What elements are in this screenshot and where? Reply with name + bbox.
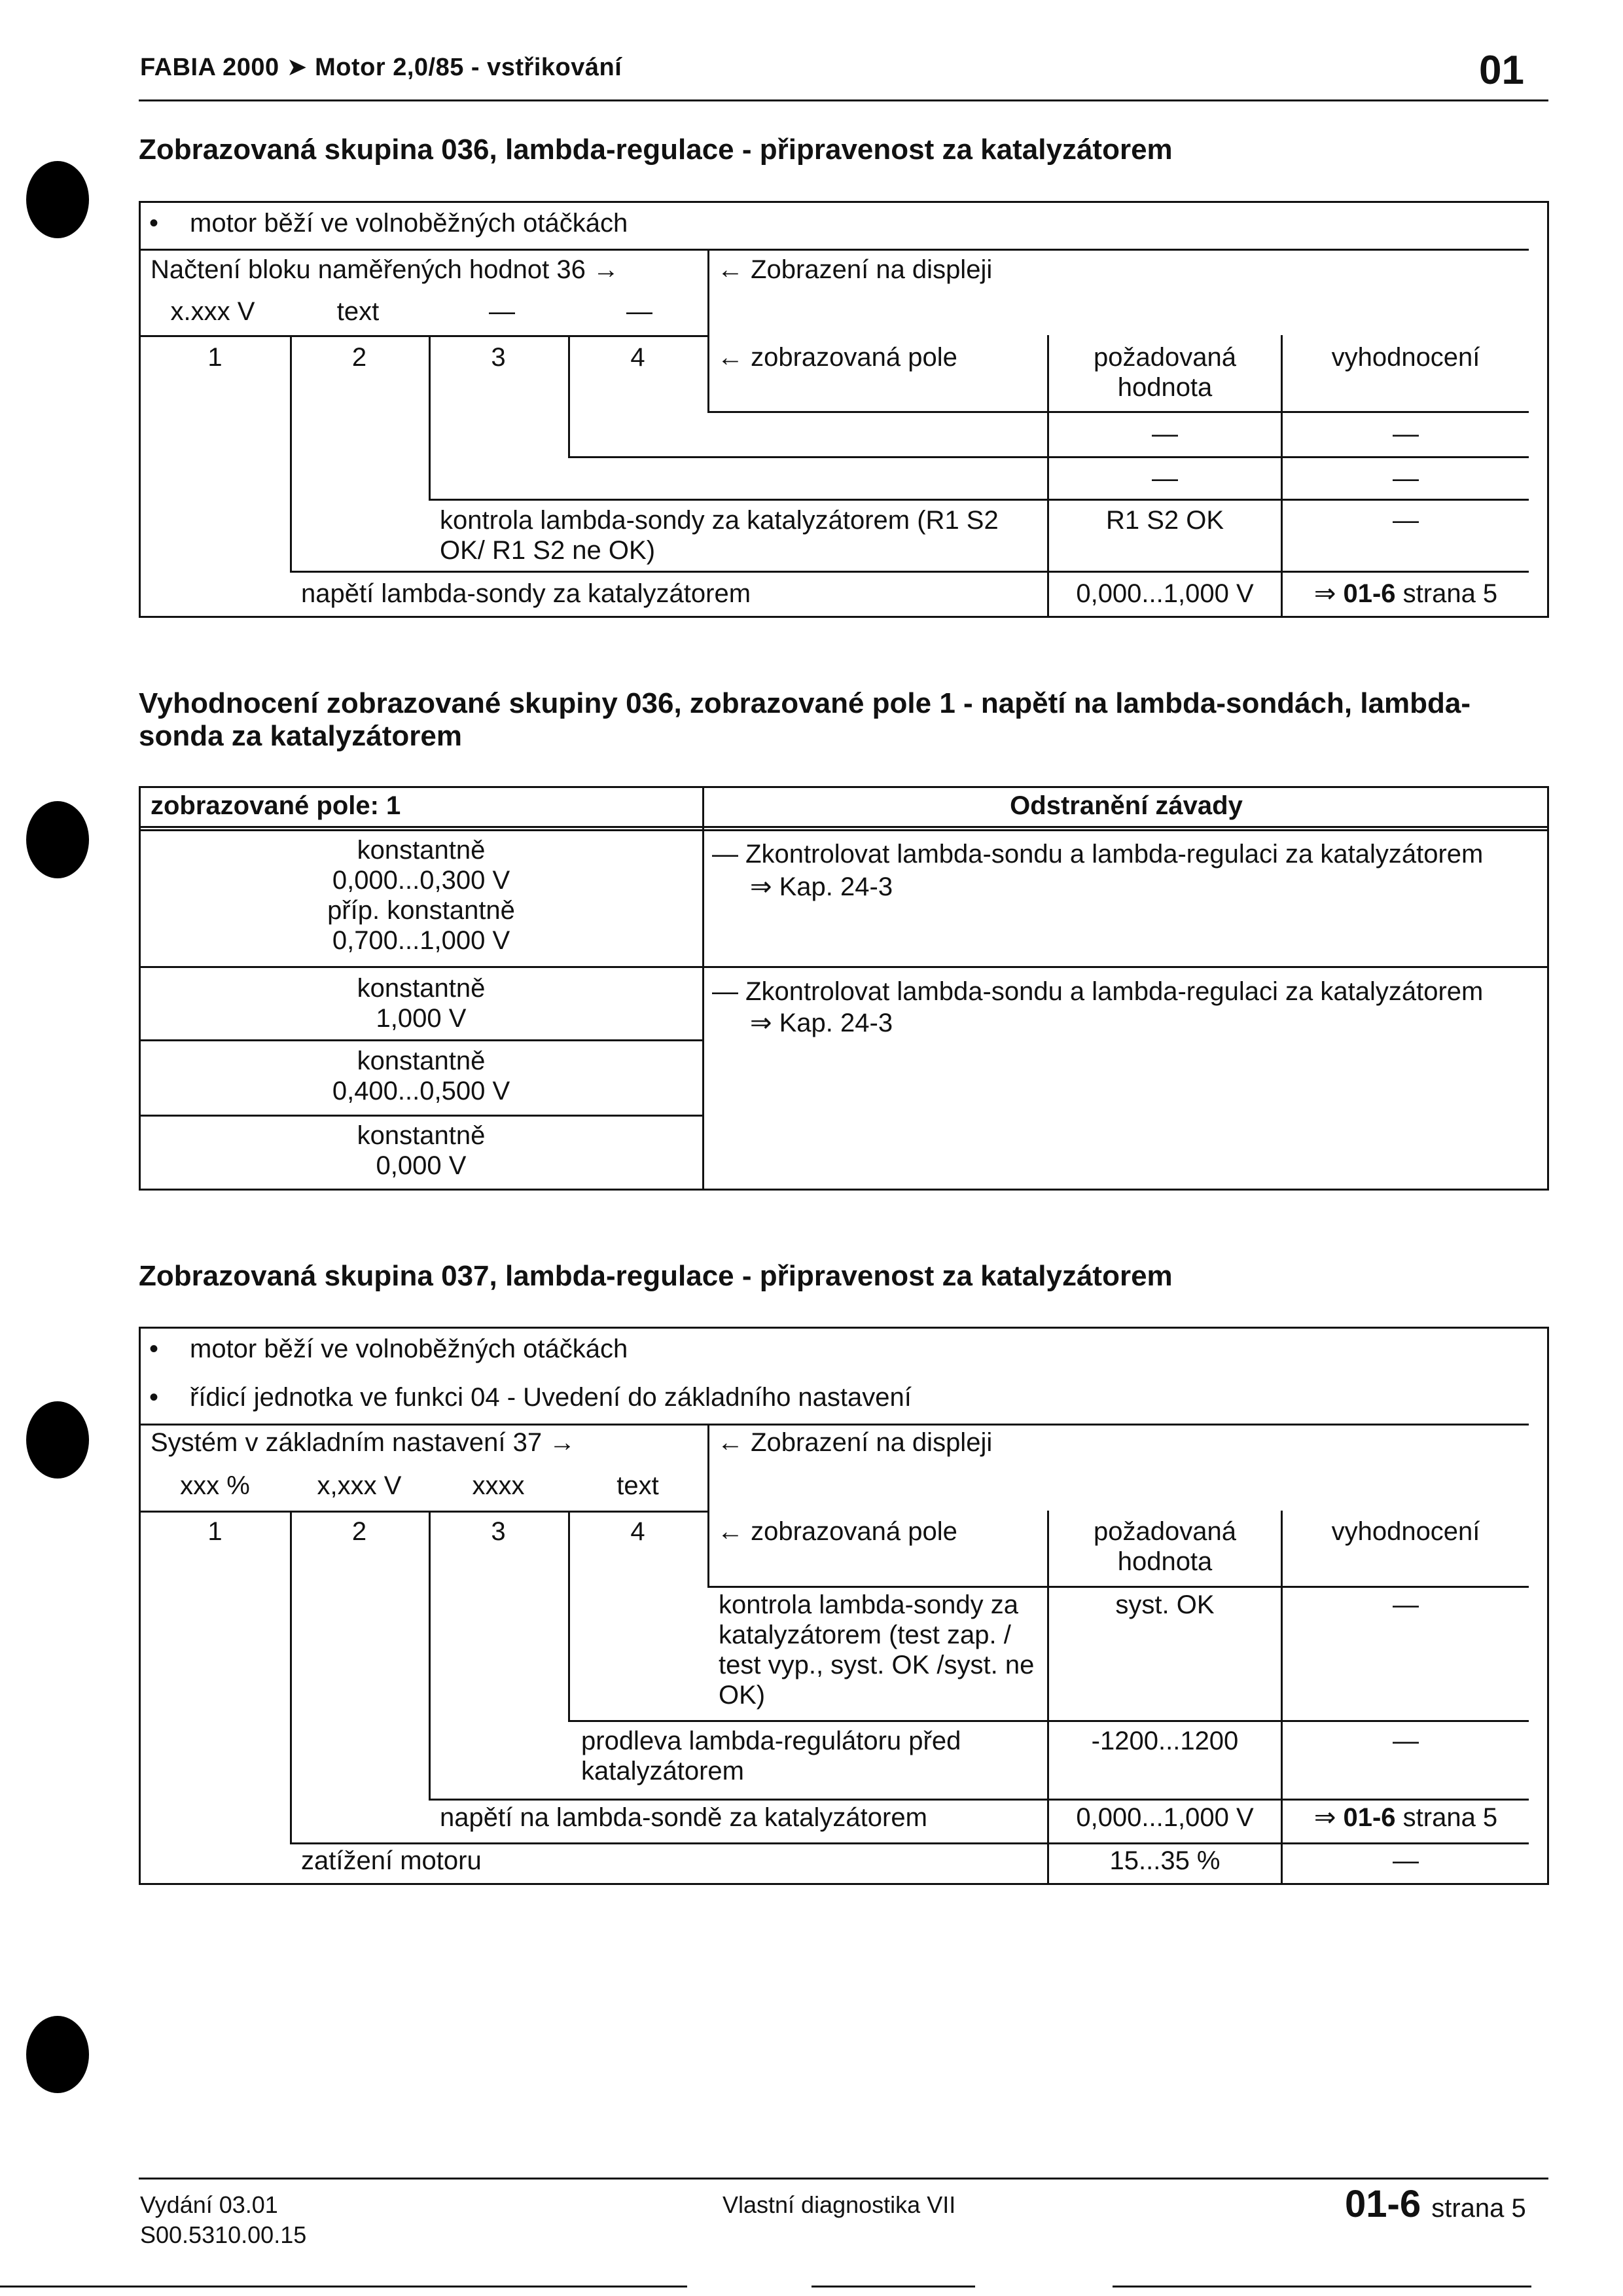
field-number-2: 2 <box>351 1517 367 1546</box>
fields-label: ← zobrazovaná pole <box>717 343 957 372</box>
footer-page-label: strana 5 <box>1431 2194 1526 2223</box>
section-number: 01 <box>1479 48 1524 93</box>
row-required: — <box>1152 464 1178 493</box>
footer-page-ref: 01-6 <box>1345 2183 1421 2225</box>
eval-cell: konstantně 0,000 V <box>357 1121 486 1180</box>
row-label: kontrola lambda-sondy za katalyzátorem (R1 S2 OK/ R1 S2 ne OK) <box>440 506 999 565</box>
field-top-2: text <box>336 297 380 326</box>
group036-heading: Zobrazovaná skupina 036, lambda-regulace - připravenost za katalyzátorem <box>139 134 1173 166</box>
field-top-2: x,xxx V <box>317 1471 402 1500</box>
row-eval-ref <box>1283 579 1529 609</box>
row-label: kontrola lambda-sondy za katalyzátorem (test zap. / test vyp., syst. OK /syst. ne OK) <box>719 1590 1035 1710</box>
punch-hole <box>26 801 89 878</box>
row-required: syst. OK <box>1115 1590 1215 1619</box>
fields-label: ← zobrazovaná pole <box>717 1517 957 1546</box>
fix-ref: ⇒ Kap. 24-3 <box>750 1009 893 1037</box>
display-label: ← Zobrazení na displeji <box>717 1428 993 1457</box>
condition-bullet: • <box>149 1335 159 1363</box>
row-required: 15...35 % <box>1109 1846 1221 1875</box>
row-label: zatížení motoru <box>301 1846 482 1875</box>
row-eval: — <box>1393 1846 1419 1875</box>
footer-page <box>1345 2182 1526 2226</box>
field-top-3: — <box>489 297 515 326</box>
footer-doc-code: S00.5310.00.15 <box>140 2221 307 2248</box>
arrow-icon: ⇒ <box>1313 1803 1336 1832</box>
punch-hole <box>26 161 89 238</box>
punch-hole <box>26 1401 89 1479</box>
fix-ref: ⇒ Kap. 24-3 <box>750 872 893 901</box>
row-required: — <box>1152 420 1178 448</box>
condition-bullet: • <box>149 209 159 238</box>
ref-page: strana 5 <box>1402 1803 1498 1832</box>
field-top-1: x.xxx V <box>170 297 255 326</box>
ref-code: 01-6 <box>1343 579 1396 608</box>
read-block-label: Načtení bloku naměřených hodnot 36 → <box>151 255 619 284</box>
condition-bullet: • <box>149 1383 159 1412</box>
bottom-edge-rule <box>0 2286 687 2287</box>
eval-cell: konstantně 1,000 V <box>357 974 486 1033</box>
footer-edition: Vydání 03.01 <box>140 2191 278 2218</box>
eval-cell: konstantně 0,000...0,300 V příp. konstantně 0,700...1,000 V <box>327 836 515 955</box>
condition-text: motor běží ve volnoběžných otáčkách <box>190 1335 628 1363</box>
punch-hole <box>26 2016 89 2093</box>
col-required: požadovaná hodnota <box>1094 1517 1236 1576</box>
field-number-1: 1 <box>207 1517 223 1546</box>
row-eval: — <box>1393 464 1419 493</box>
row-eval: — <box>1393 1727 1419 1755</box>
col-fix: Odstranění závady <box>1010 791 1243 820</box>
field-top-4: text <box>616 1471 659 1500</box>
page-header-title: FABIA 2000 ➤ Motor 2,0/85 - vstřikování <box>140 54 622 81</box>
col-eval: vyhodnocení <box>1331 343 1480 372</box>
row-required: R1 S2 OK <box>1105 506 1224 535</box>
bottom-edge-rule <box>1113 2286 1531 2287</box>
fix-text: — Zkontrolovat lambda-sondu a lambda-regulaci za katalyzátorem <box>712 977 1484 1006</box>
ref-page: strana 5 <box>1402 579 1498 608</box>
footer-rule <box>139 2178 1548 2179</box>
row-eval: — <box>1393 1590 1419 1619</box>
field-number-2: 2 <box>351 343 367 372</box>
field-number-3: 3 <box>491 343 506 372</box>
row-label: prodleva lambda-regulátoru před katalyzátorem <box>581 1727 961 1785</box>
footer-center: Vlastní diagnostika VII <box>722 2191 956 2218</box>
read-block-label: Systém v základním nastavení 37 → <box>151 1428 576 1457</box>
col-field: zobrazované pole: 1 <box>151 791 401 820</box>
field-top-3: xxxx <box>472 1471 525 1500</box>
row-label: napětí lambda-sondy za katalyzátorem <box>301 579 751 608</box>
row-label: napětí na lambda-sondě za katalyzátorem <box>440 1803 927 1832</box>
row-eval: — <box>1393 420 1419 448</box>
evaluation-heading: Vyhodnocení zobrazované skupiny 036, zobrazované pole 1 - napětí na lambda-sondách, lambda-sonda za katalyzátorem <box>139 687 1471 752</box>
bottom-edge-rule <box>812 2286 975 2287</box>
arrow-icon: ⇒ <box>1313 579 1336 608</box>
field-top-1: xxx % <box>180 1471 250 1500</box>
group037-heading: Zobrazovaná skupina 037, lambda-regulace - připravenost za katalyzátorem <box>139 1260 1173 1292</box>
field-top-4: — <box>626 297 652 326</box>
row-required: 0,000...1,000 V <box>1076 1803 1254 1832</box>
field-number-4: 4 <box>630 1517 645 1546</box>
condition-text: řídicí jednotka ve funkci 04 - Uvedení do základního nastavení <box>190 1383 912 1412</box>
col-required: požadovaná hodnota <box>1094 343 1236 402</box>
ref-code: 01-6 <box>1343 1803 1396 1832</box>
display-label: ← Zobrazení na displeji <box>717 255 993 284</box>
condition-text: motor běží ve volnoběžných otáčkách <box>190 209 628 238</box>
row-eval: — <box>1393 506 1419 535</box>
field-number-3: 3 <box>491 1517 506 1546</box>
fix-text: — Zkontrolovat lambda-sondu a lambda-regulaci za katalyzátorem <box>712 840 1484 869</box>
eval-cell: konstantně 0,400...0,500 V <box>332 1047 510 1105</box>
row-required: -1200...1200 <box>1091 1727 1239 1755</box>
row-required: 0,000...1,000 V <box>1076 579 1254 608</box>
col-eval: vyhodnocení <box>1331 1517 1480 1546</box>
field-number-4: 4 <box>630 343 645 372</box>
row-eval-ref <box>1283 1803 1529 1833</box>
field-number-1: 1 <box>207 343 223 372</box>
header-rule <box>139 99 1548 101</box>
